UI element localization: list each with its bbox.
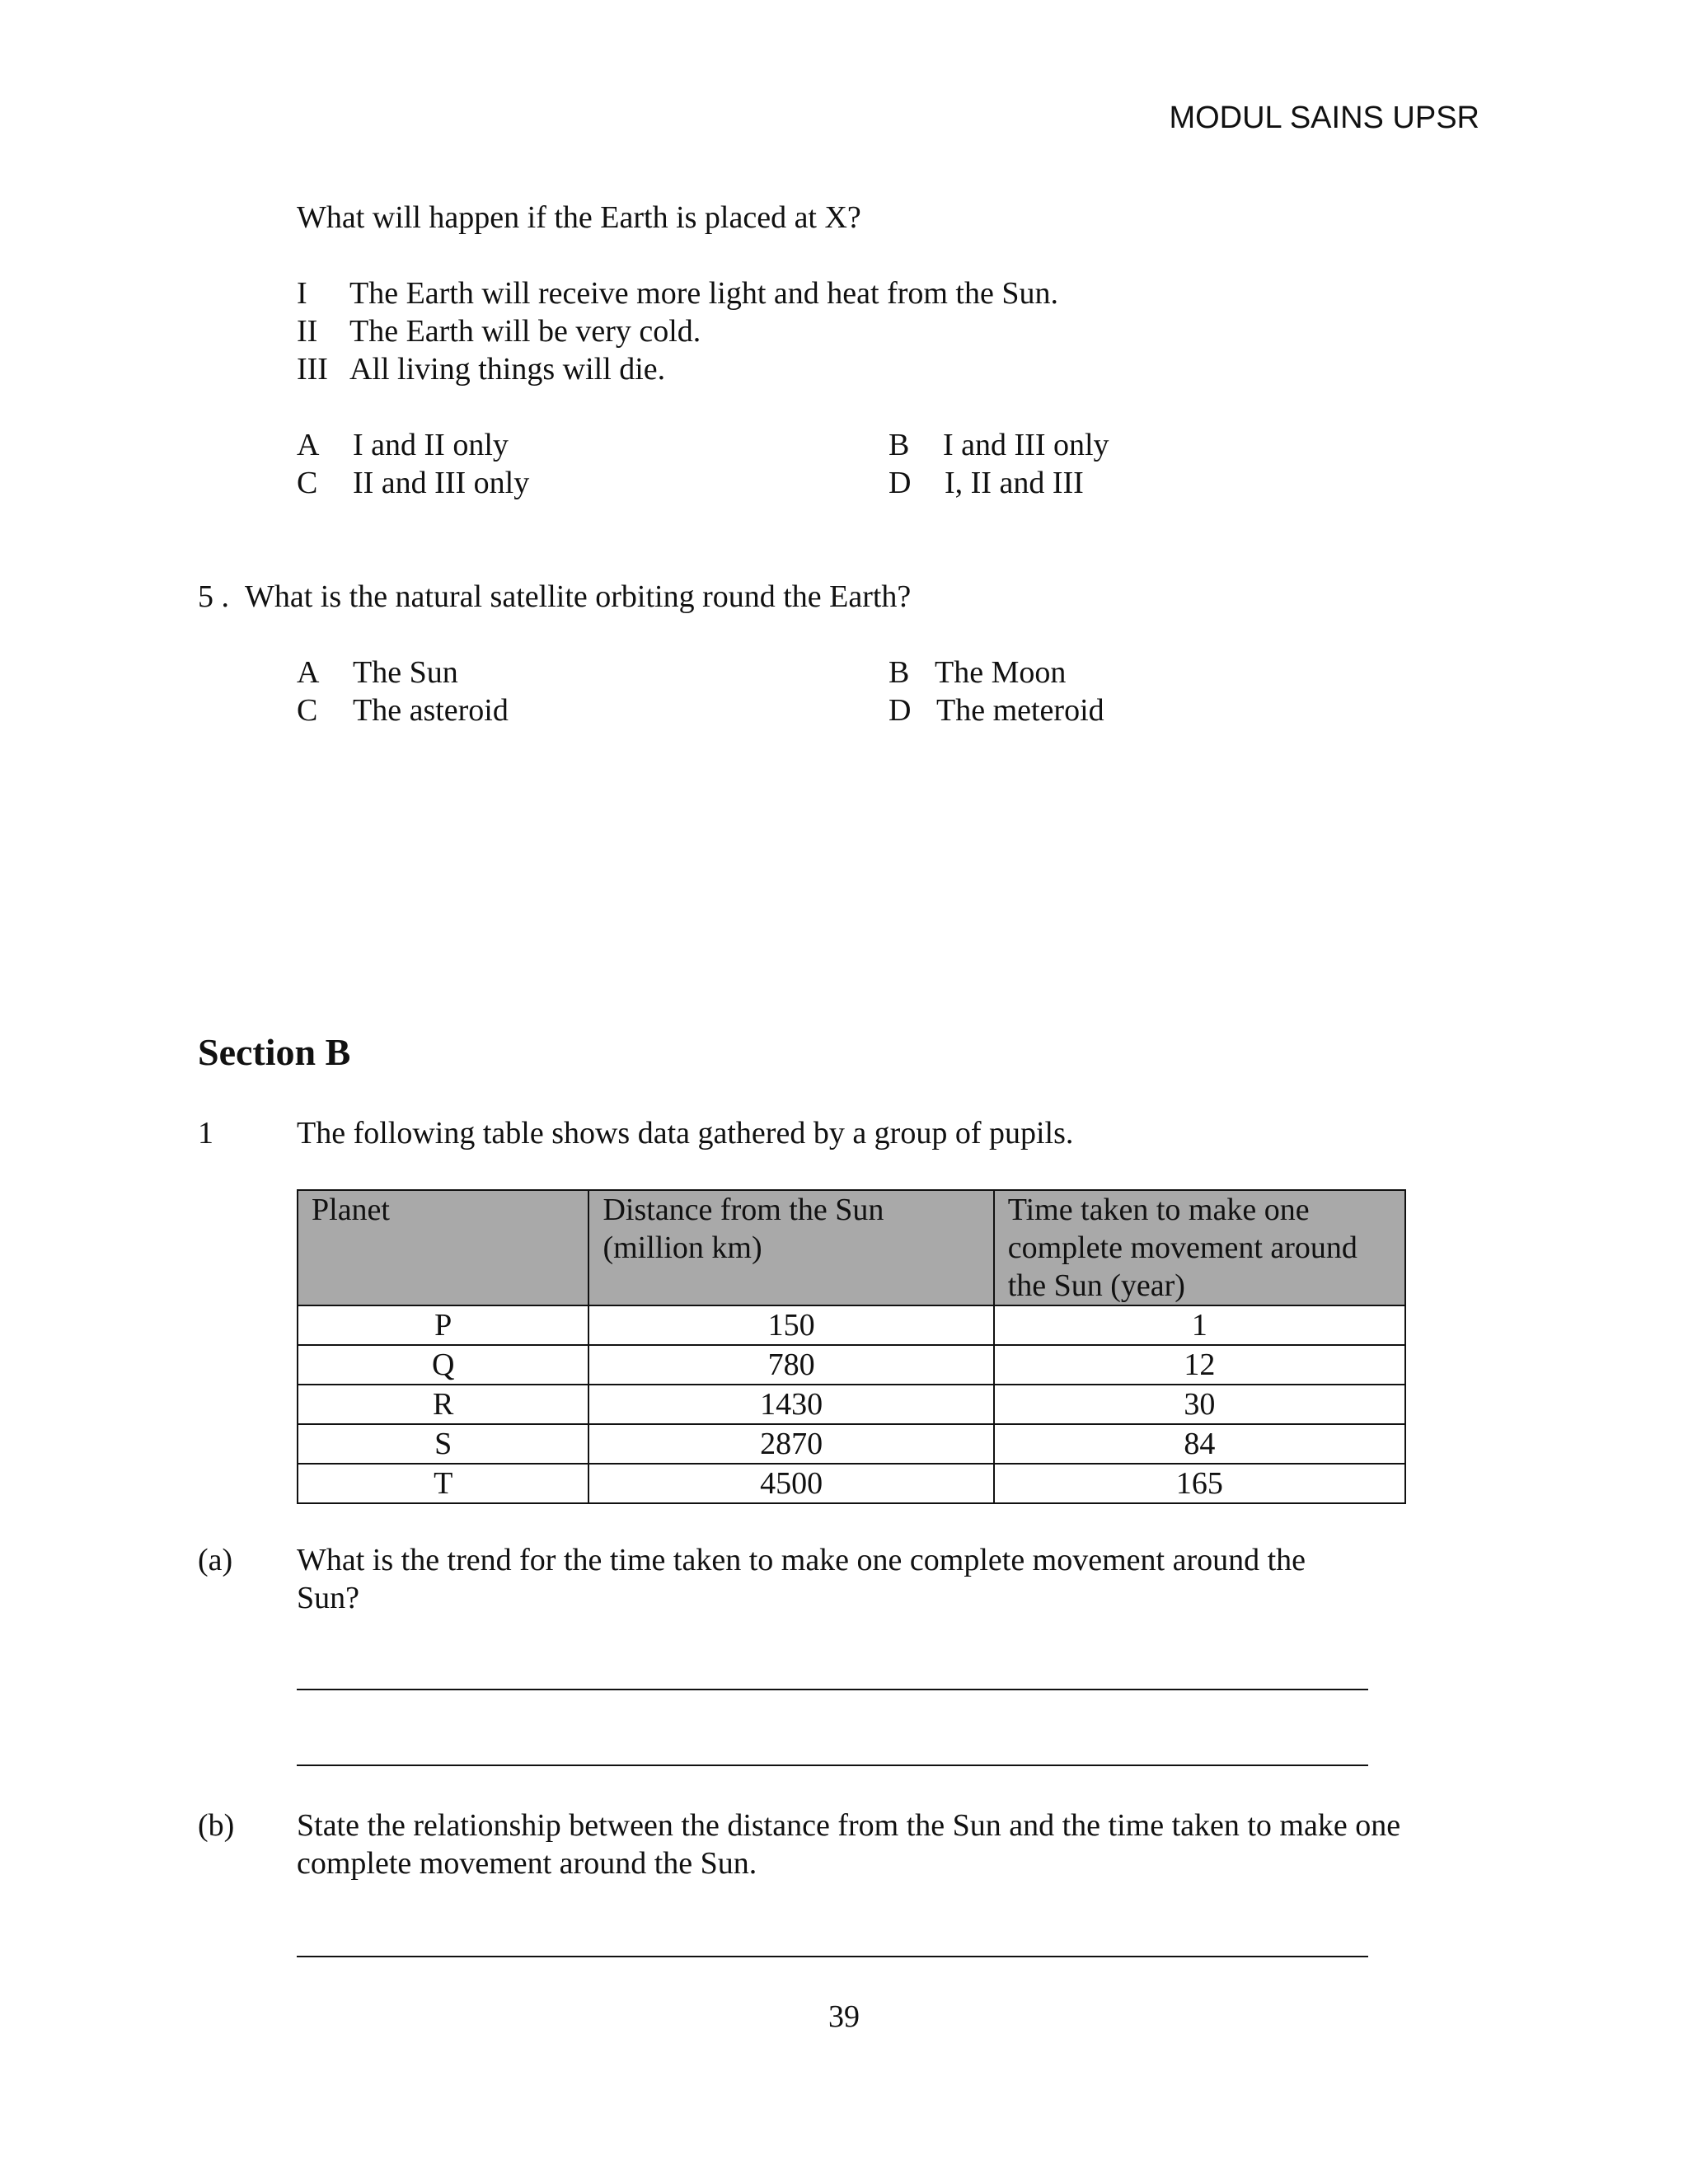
part-a-question-line1: What is the trend for the time taken to make one complete movement around the (297, 1543, 1306, 1577)
q5-option-d[interactable] (889, 691, 1104, 729)
option-text: The Sun (353, 655, 458, 690)
q4-option-c[interactable] (297, 464, 529, 502)
q4-statement-3 (297, 350, 665, 388)
table-row (298, 1385, 1405, 1424)
answer-line-b1[interactable] (297, 1956, 1368, 1957)
q5-option-a[interactable] (297, 654, 458, 691)
answer-line-a1[interactable] (297, 1689, 1368, 1690)
table-row (298, 1424, 1405, 1464)
statement-text: The Earth will be very cold. (349, 314, 701, 349)
q5-option-b[interactable] (889, 654, 1066, 691)
table-row (298, 1345, 1405, 1385)
q4-option-a[interactable] (297, 426, 509, 464)
question-number: 1 (198, 1116, 213, 1151)
planet-data-table (297, 1189, 1406, 1504)
cell-distance: 150 (588, 1305, 993, 1345)
option-letter: A (297, 428, 320, 462)
option-text: The Moon (935, 655, 1067, 690)
statement-text: The Earth will receive more light and heat from the Sun. (349, 276, 1058, 311)
page-header: MODUL SAINS UPSR (1169, 101, 1479, 135)
statement-number: II (297, 314, 318, 349)
option-letter: C (297, 693, 318, 728)
cell-time: 1 (994, 1305, 1405, 1345)
page-number: 39 (828, 1999, 860, 2034)
header-distance: Distance from the Sun (million km) (588, 1190, 993, 1305)
cell-planet: Q (298, 1345, 588, 1385)
cell-planet: T (298, 1464, 588, 1503)
cell-distance: 1430 (588, 1385, 993, 1424)
header-planet: Planet (298, 1190, 588, 1305)
q4-statement-2 (297, 312, 701, 350)
q4-option-d[interactable] (889, 464, 1084, 502)
cell-distance: 780 (588, 1345, 993, 1385)
option-letter: B (889, 655, 910, 690)
part-a-label: (a) (198, 1543, 233, 1577)
answer-line-a2[interactable] (297, 1765, 1368, 1766)
q5-question (198, 578, 911, 616)
option-text: The meteroid (936, 693, 1104, 728)
question-text: What is the natural satellite orbiting round the Earth? (245, 579, 912, 614)
statement-number: I (297, 276, 307, 311)
cell-time: 165 (994, 1464, 1405, 1503)
section-title: Section B (198, 1031, 351, 1073)
option-letter: D (889, 693, 912, 728)
q4-option-b[interactable] (889, 426, 1109, 464)
part-b-question-line2: complete movement around the Sun. (297, 1846, 757, 1881)
option-letter: C (297, 466, 318, 500)
cell-time: 12 (994, 1345, 1405, 1385)
question-number: 5 . (198, 579, 229, 614)
option-text: I and II only (353, 428, 509, 462)
cell-planet: R (298, 1385, 588, 1424)
table-row (298, 1305, 1405, 1345)
cell-time: 84 (994, 1424, 1405, 1464)
header-time: Time taken to make one complete movement around the Sun (year) (994, 1190, 1405, 1305)
option-letter: B (889, 428, 910, 462)
statement-number: III (297, 352, 328, 387)
option-text: I and III only (943, 428, 1109, 462)
q4-question: What will happen if the Earth is placed at X? (297, 200, 861, 235)
option-text: The asteroid (353, 693, 509, 728)
cell-distance: 2870 (588, 1424, 993, 1464)
option-text: II and III only (353, 466, 530, 500)
cell-planet: S (298, 1424, 588, 1464)
q5-option-c[interactable] (297, 691, 509, 729)
statement-text: All living things will die. (349, 352, 666, 387)
part-a-question-line2: Sun? (297, 1581, 359, 1615)
table-header-row (298, 1190, 1405, 1305)
option-text: I, II and III (945, 466, 1084, 500)
cell-distance: 4500 (588, 1464, 993, 1503)
option-letter: A (297, 655, 320, 690)
part-b-question-line1: State the relationship between the distance from the Sun and the time taken to make one (297, 1808, 1401, 1843)
table-row (298, 1464, 1405, 1503)
cell-planet: P (298, 1305, 588, 1345)
q4-statement-1 (297, 274, 1058, 312)
option-letter: D (889, 466, 912, 500)
part-b-label: (b) (198, 1808, 235, 1843)
cell-time: 30 (994, 1385, 1405, 1424)
question-intro: The following table shows data gathered by a group of pupils. (297, 1116, 1074, 1151)
